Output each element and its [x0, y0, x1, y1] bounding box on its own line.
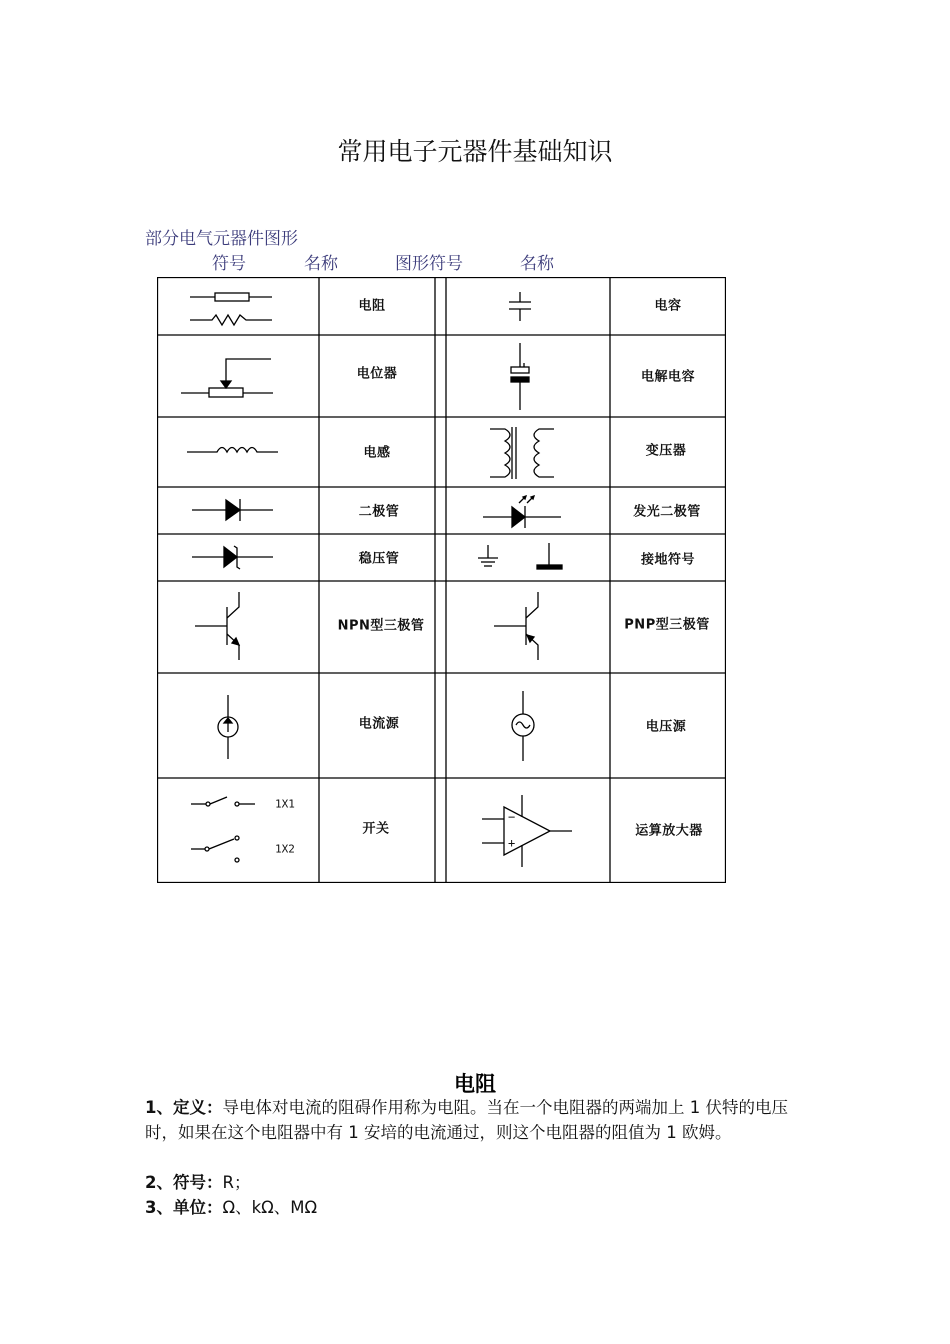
transformer-icon — [490, 427, 554, 479]
inductor-icon — [187, 448, 278, 453]
component-name: 电解电容 — [640, 369, 696, 385]
column-header-graphic-symbol: 图形符号 — [395, 254, 463, 274]
unit-label: 3、单位： — [145, 1198, 223, 1217]
component-symbol-table — [157, 277, 726, 883]
resistor-section-heading: 电阻 — [454, 1072, 496, 1096]
resistor-icon — [190, 293, 272, 325]
ground-icon — [478, 543, 562, 569]
component-name: 接地符号 — [640, 552, 696, 568]
component-name: 二极管 — [358, 504, 400, 520]
component-name: 电压源 — [645, 719, 687, 735]
component-name: PNP型三极管 — [624, 617, 710, 633]
component-name: 稳压管 — [358, 551, 400, 567]
column-header-name-2: 名称 — [520, 254, 554, 274]
component-name: 电容 — [654, 298, 682, 314]
switch-icon — [191, 797, 255, 862]
component-name: 发光二极管 — [633, 504, 701, 520]
component-name: 运算放大器 — [635, 823, 703, 839]
column-header-name: 名称 — [304, 254, 338, 274]
diode-icon — [192, 499, 273, 521]
component-name: 电感 — [363, 445, 391, 461]
pnp-transistor-icon — [494, 592, 538, 660]
column-header-symbol: 符号 — [212, 254, 246, 274]
current-source-icon — [218, 695, 238, 759]
component-name: 电阻 — [358, 298, 386, 314]
component-name: 变压器 — [645, 443, 687, 459]
definition-label: 1、定义： — [145, 1098, 223, 1117]
definition-text: 导电体对电流的阻碍作用称为电阻。当在一个电阻器的两端加上 1 伏特的电压时，如果在这个电阻器中有 1 安培的电流通过，则这个电阻器的阻值为 1 欧姆。 — [145, 1098, 788, 1142]
switch-tag-1x1: 1X1 — [275, 797, 295, 811]
zener-diode-icon — [192, 546, 273, 569]
op-amp-icon — [482, 795, 572, 867]
npn-transistor-icon — [195, 592, 239, 660]
opamp-minus-sign: − — [508, 810, 516, 824]
resistor-symbol-line — [145, 1170, 810, 1195]
voltage-source-icon — [512, 691, 534, 761]
component-name: 电位器 — [356, 366, 398, 382]
document-title: 常用电子元器件基础知识 — [337, 137, 613, 166]
component-name: 开关 — [362, 821, 390, 837]
potentiometer-icon — [181, 359, 273, 397]
led-icon — [483, 496, 561, 528]
unit-text: Ω、kΩ、MΩ — [222, 1198, 318, 1217]
capacitor-icon — [509, 292, 531, 321]
resistor-unit-line — [145, 1195, 810, 1220]
switch-tag-1x2: 1X2 — [275, 842, 295, 856]
resistor-definition — [145, 1095, 810, 1145]
component-name: NPN型三极管 — [337, 618, 425, 634]
section-caption: 部分电气元器件图形 — [145, 229, 298, 249]
opamp-plus-sign: + — [508, 836, 516, 850]
electrolytic-capacitor-icon — [511, 343, 529, 410]
symbol-label: 2、符号： — [145, 1173, 223, 1192]
component-name: 电流源 — [358, 716, 400, 732]
symbol-text: R； — [222, 1173, 251, 1192]
